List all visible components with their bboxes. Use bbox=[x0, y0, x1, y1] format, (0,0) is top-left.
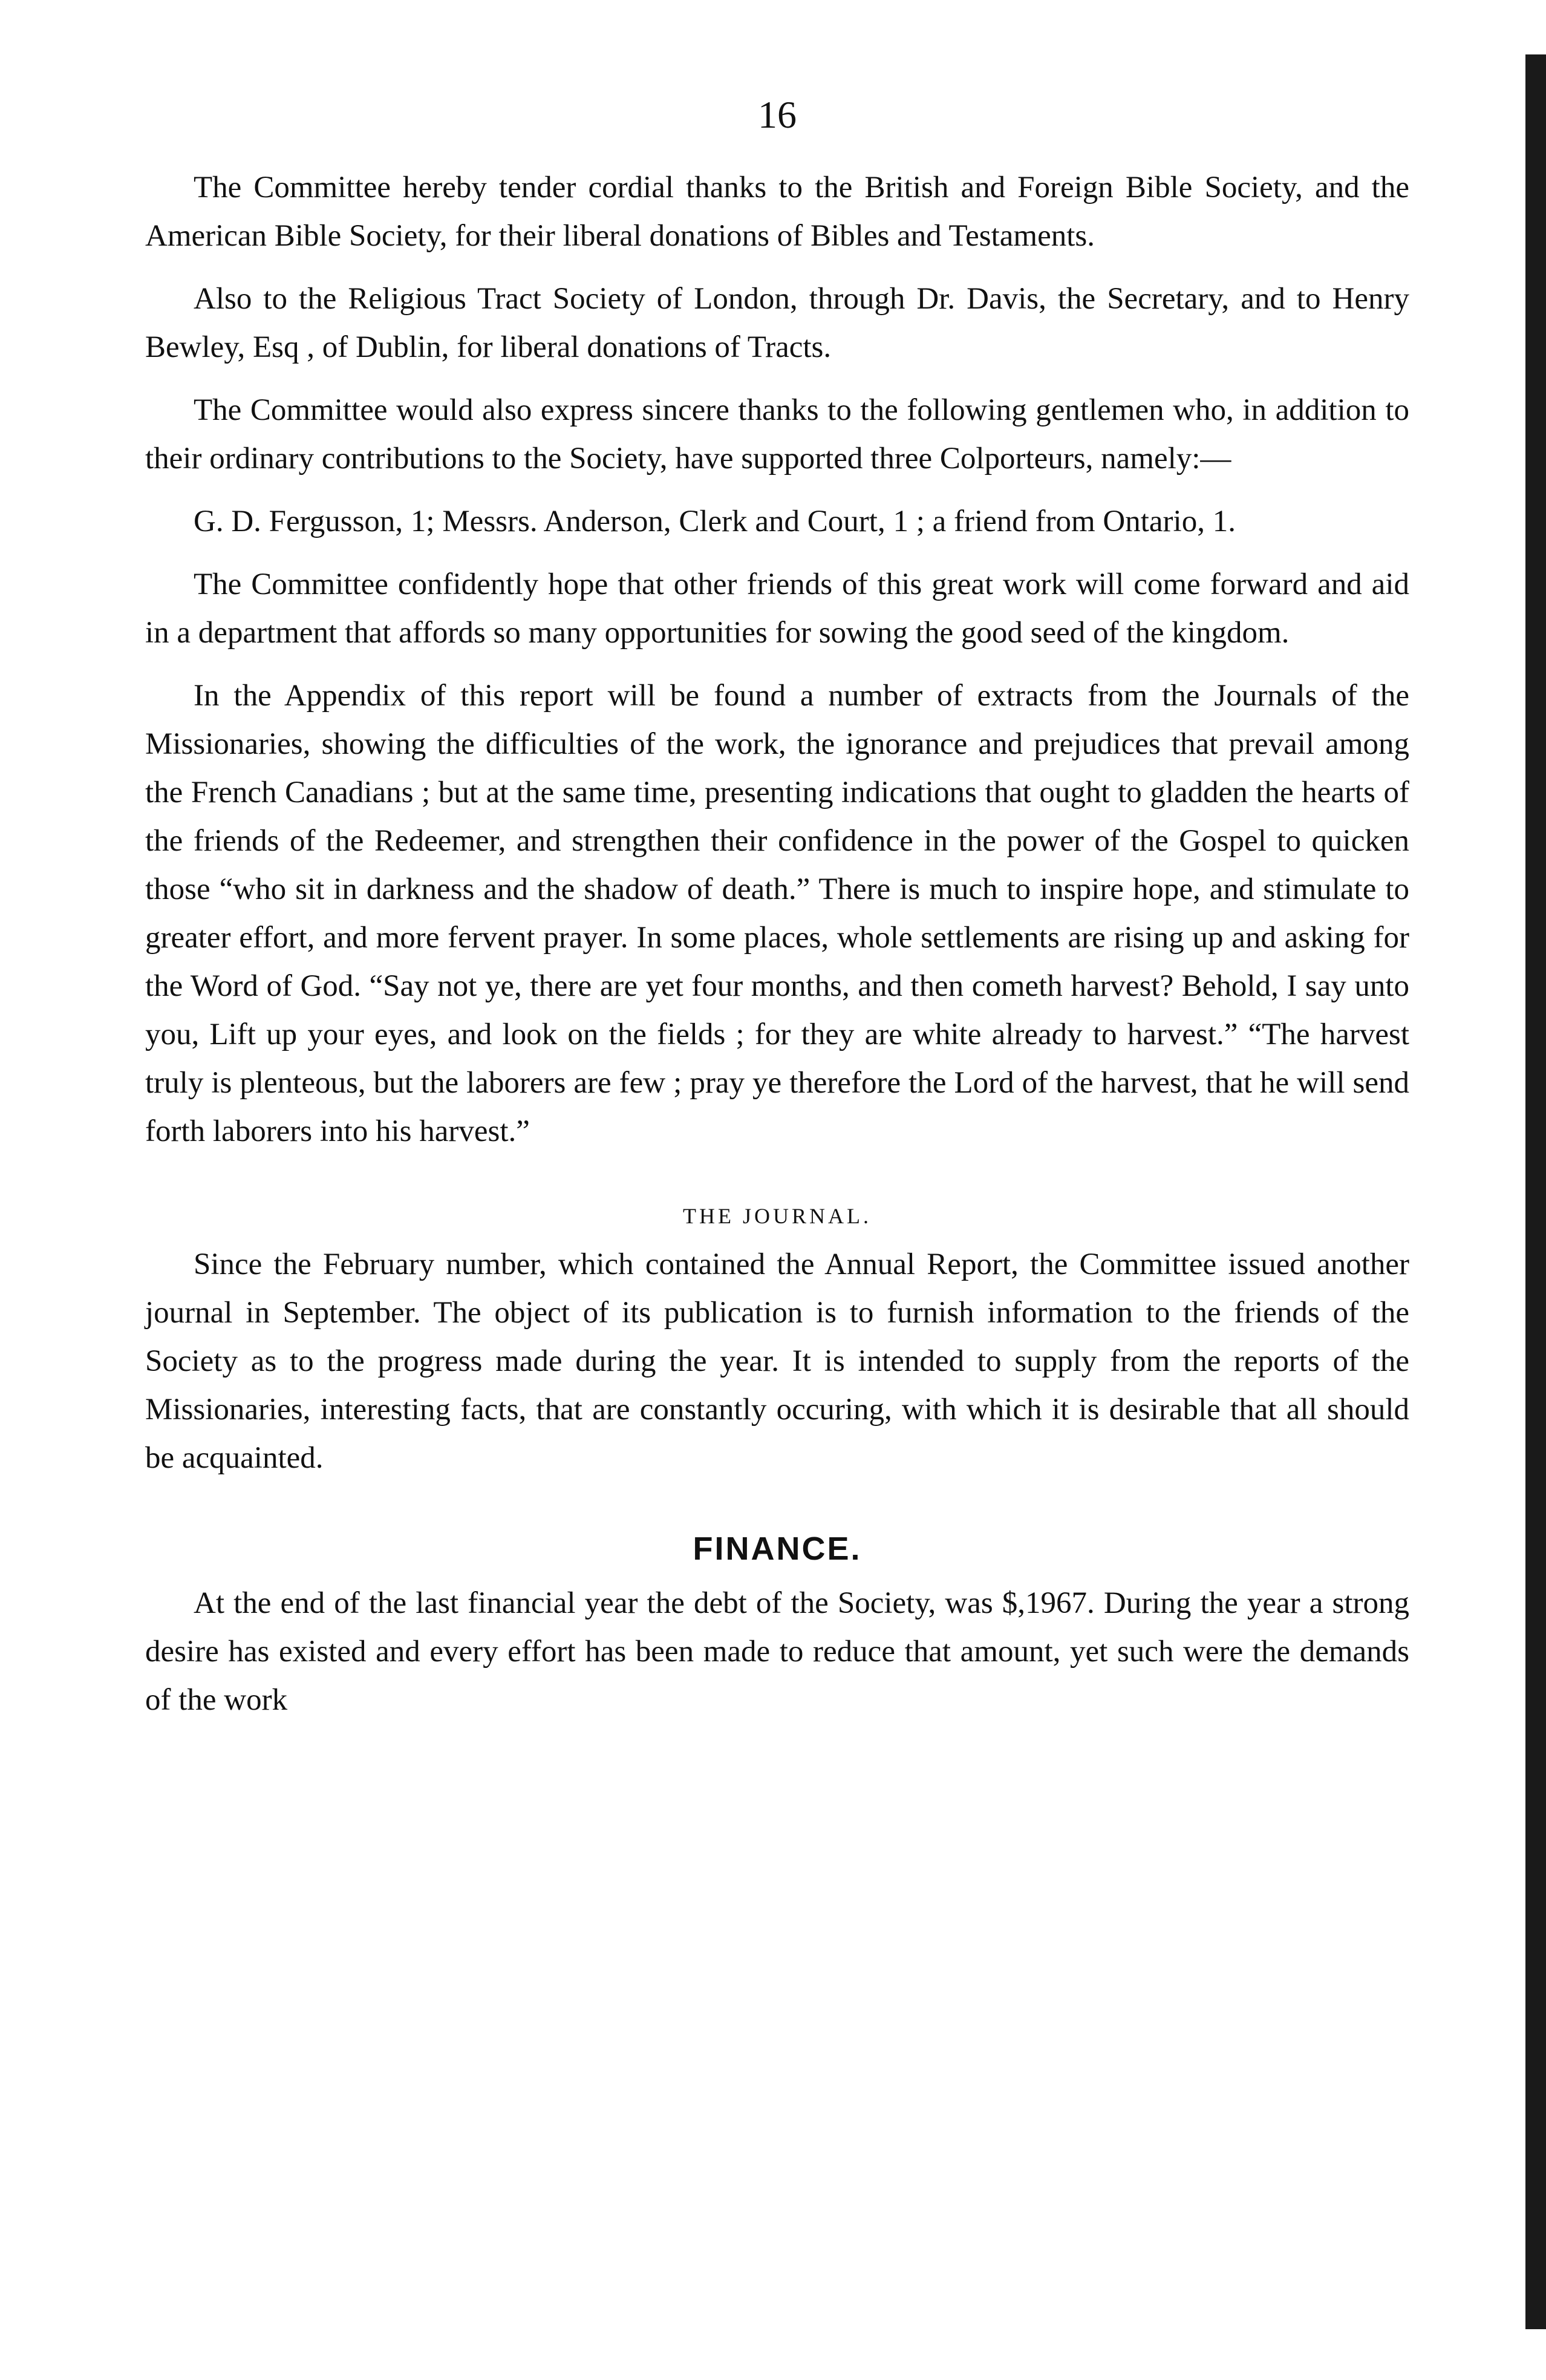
finance-heading: FINANCE. bbox=[693, 1531, 862, 1567]
journal-paragraph: Since the February number, which contained the Annual Report, the Committee issued another journal in September. The object of its publication is to furnish information to the friends of the Society as to the progress made during the year. It is intended to supply from the reports of the Missionaries, interesting facts, that are constantly occuring, with which it is desirable that all should be acquainted. bbox=[145, 1247, 1409, 1475]
document-page bbox=[145, 0, 1409, 2380]
page-number: 16 bbox=[758, 93, 797, 136]
journal-heading: THE JOURNAL. bbox=[683, 1204, 872, 1228]
paragraph-appendix: In the Appendix of this report will be found a number of extracts from the Journals of the Missionaries, showing the difficulties of the work, the ignorance and prejudices that prevail among the French Canadians ; but at the same time, presenting indications that ought to gladden the hearts of the friends of the Redeemer, and strengthen their confidence in the power of the Gospel to quicken those “who sit in darkness and the shadow of death.” There is much to inspire hope, and stimulate to greater effort, and more fervent prayer. In some places, whole settlements are rising up and asking for the Word of God. “Say not ye, there are yet four months, and then cometh harvest? Behold, I say unto you, Lift up your eyes, and look on the fields ; for they are white already to harvest.” “The harvest truly is plenteous, but the laborers are few ; pray ye therefore the Lord of the harvest, that he will send forth laborers into his harvest.” bbox=[145, 679, 1409, 1148]
paragraph-bible-donations: The Committee hereby tender cordial thanks to the British and Foreign Bible Society, and the American Bible Society, for their liberal donations of Bibles and Testaments. bbox=[145, 171, 1409, 253]
page-edge-shadow bbox=[1525, 54, 1546, 2329]
paragraph-colporteur-supporters: The Committee would also express sincere thanks to the following gentlemen who, in addition to their ordinary contributions to the Society, have supported three Colporteurs, namely:— bbox=[145, 393, 1409, 476]
paragraph-appeal: The Committee confidently hope that other friends of this great work will come forward and aid in a department that affords so many opportunities for sowing the good seed of the kingdom. bbox=[145, 567, 1409, 650]
finance-paragraph: At the end of the last financial year the debt of the Society, was $,1967. During the year a strong desire has existed and every effort has been made to reduce that amount, yet such were the demands of the work bbox=[145, 1586, 1409, 1717]
paragraph-tract-donations: Also to the Religious Tract Society of London, through Dr. Davis, the Secretary, and to Henry Bewley, Esq , of Dublin, for liberal donations of Tracts. bbox=[145, 282, 1409, 364]
paragraph-supporter-list: G. D. Fergusson, 1; Messrs. Anderson, Clerk and Court, 1 ; a friend from Ontario, 1. bbox=[194, 505, 1236, 538]
text-body bbox=[145, 163, 1409, 1739]
